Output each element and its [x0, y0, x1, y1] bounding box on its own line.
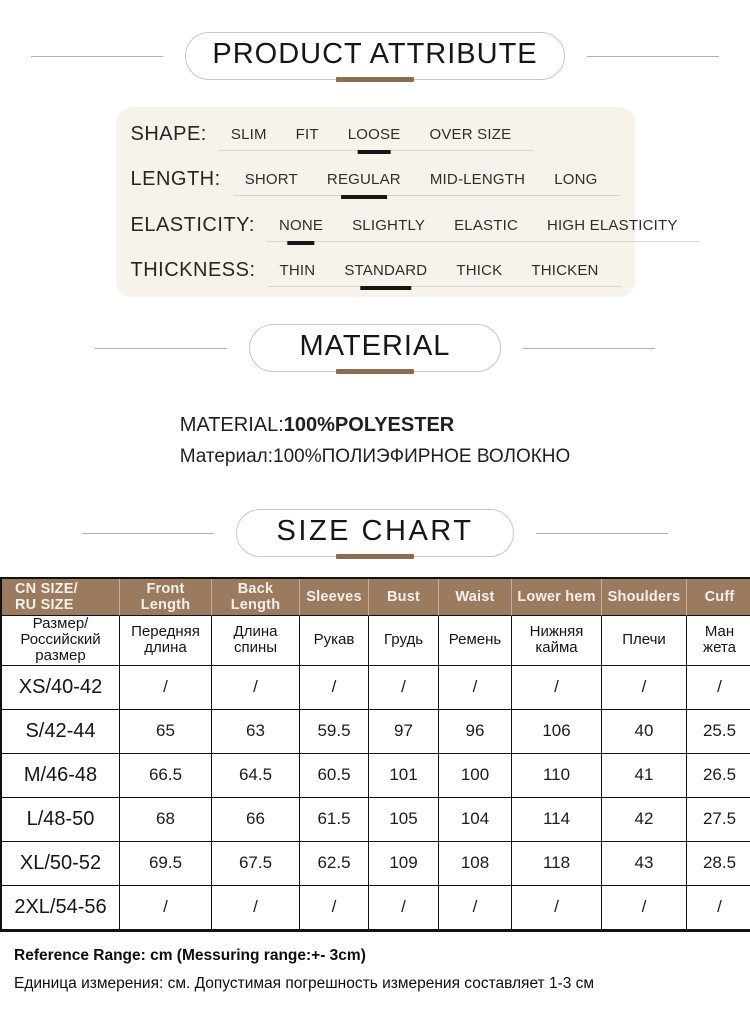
table-cell: 68 [120, 798, 212, 842]
attribute-panel [116, 107, 678, 297]
table-cell: / [512, 666, 602, 710]
table-row-2xl [2, 886, 750, 930]
elasticity-option: ELASTIC [454, 216, 519, 234]
table-cell: 61.5 [300, 798, 369, 842]
col-header-size-ru-line3: размер [35, 647, 86, 665]
length-option: MID-LENGTH [429, 171, 526, 189]
table-cell: 66.5 [120, 754, 212, 798]
table-cell: 69.5 [120, 842, 212, 886]
elasticity-option: HIGH ELASTICITY [547, 216, 678, 234]
col-header-cuff-ru: Ман жета [687, 616, 750, 666]
table-cell: 105 [369, 798, 439, 842]
size-table [0, 577, 750, 932]
size-label: 2XL/54-56 [2, 886, 120, 930]
table-row-s [2, 710, 750, 754]
shape-option: OVER SIZE [429, 126, 512, 143]
col-header-back-length-ru: Длина спины [212, 616, 300, 666]
elasticity-options [267, 217, 700, 242]
material-en-label: MATERIAL: [179, 414, 284, 436]
table-cell: / [602, 886, 687, 930]
header-side-line [95, 348, 227, 349]
elasticity-option: SLIGHTLY [352, 216, 426, 234]
shape-option: SLIM [230, 126, 267, 143]
table-cell: 62.5 [300, 842, 369, 886]
shape-label: SHAPE: [130, 123, 207, 145]
attribute-row-length [131, 168, 635, 196]
shape-option: FIT [295, 126, 319, 143]
table-cell: 114 [512, 798, 602, 842]
length-option: LONG [554, 171, 598, 189]
col-header-size-ru-line1: Размер/ [32, 616, 89, 632]
table-cell: / [369, 886, 439, 930]
size-table-section [0, 577, 750, 932]
thickness-options [268, 262, 621, 287]
table-cell: / [300, 666, 369, 710]
col-header-size [2, 579, 120, 616]
table-cell: / [439, 666, 512, 710]
table-cell: 106 [512, 710, 602, 754]
table-cell: 67.5 [212, 842, 300, 886]
table-cell: 104 [439, 798, 512, 842]
material-pill [249, 324, 502, 372]
table-cell: / [512, 886, 602, 930]
product-attribute-header [0, 32, 750, 80]
table-cell: 60.5 [300, 754, 369, 798]
table-cell: / [687, 666, 750, 710]
table-cell: / [439, 886, 512, 930]
size-chart-title: SIZE CHART [276, 515, 474, 547]
size-label: M/46-48 [2, 754, 120, 798]
length-option: SHORT [244, 171, 298, 189]
header-side-line [31, 56, 163, 57]
col-header-shoulders-ru: Плечи [602, 616, 687, 666]
size-chart-pill [236, 509, 515, 557]
header-side-line [82, 533, 214, 534]
table-cell: / [120, 666, 212, 710]
material-line-ru: Материал:100%ПОЛИЭФИРНОЕ ВОЛОКНО [179, 446, 571, 467]
attribute-row-shape [131, 123, 635, 151]
col-header-back-length: Back Length [212, 579, 300, 616]
col-header-size-ru [2, 616, 120, 666]
size-chart-header [0, 509, 750, 557]
thickness-option: THIN [279, 261, 316, 279]
col-header-lower-hem: Lower hem [512, 579, 602, 616]
table-cell: / [687, 886, 750, 930]
table-row-l [2, 798, 750, 842]
col-header-front-length-ru: Передняя длина [120, 616, 212, 666]
header-accent-bar [336, 554, 414, 559]
col-header-waist: Waist [439, 579, 512, 616]
table-cell: 41 [602, 754, 687, 798]
col-header-size-line1: CN SIZE/ [15, 580, 78, 597]
material-line-en [180, 414, 571, 437]
shape-options [219, 126, 533, 151]
col-header-shoulders: Shoulders [602, 579, 687, 616]
reference-range-note-ru: Единица измерения: см. Допустимая погрешность измерения составляет 1-3 см [14, 974, 595, 992]
table-cell: 108 [439, 842, 512, 886]
reference-range-note-en: Reference Range: cm (Messuring range:+- 3cm) [14, 946, 366, 964]
length-options [233, 171, 620, 196]
size-label: XS/40-42 [2, 666, 120, 710]
table-cell: 97 [369, 710, 439, 754]
header-side-line [523, 348, 655, 349]
table-cell: 65 [120, 710, 212, 754]
table-cell: / [300, 886, 369, 930]
thickness-label: THICKNESS: [130, 258, 256, 281]
material-en-value: 100%POLYESTER [283, 414, 455, 436]
table-cell: / [120, 886, 212, 930]
length-option-selected: REGULAR [326, 171, 401, 189]
header-accent-bar [336, 369, 414, 374]
col-header-waist-ru: Ремень [439, 616, 512, 666]
col-header-sleeves: Sleeves [300, 579, 369, 616]
table-cell: 110 [512, 754, 602, 798]
attribute-row-thickness [131, 259, 635, 287]
col-header-cuff: Cuff [687, 579, 750, 616]
col-header-sleeves-ru: Рукав [300, 616, 369, 666]
footer-notes [0, 932, 750, 993]
table-cell: 100 [439, 754, 512, 798]
table-cell: / [602, 666, 687, 710]
shape-option-selected: LOOSE [347, 126, 401, 143]
thickness-option: THICK [456, 261, 503, 279]
col-header-size-line2: RU SIZE [15, 597, 74, 613]
table-header-row-ru [2, 616, 750, 666]
table-cell: 43 [602, 842, 687, 886]
table-cell: 63 [212, 710, 300, 754]
attribute-row-elasticity [130, 213, 678, 242]
material-header [0, 324, 750, 372]
product-attribute-pill [185, 32, 564, 80]
table-cell: 25.5 [687, 710, 750, 754]
product-attribute-title: PRODUCT ATTRIBUTE [212, 38, 538, 70]
material-title: MATERIAL [299, 330, 451, 362]
material-composition [180, 414, 571, 468]
elasticity-option-selected: NONE [278, 216, 324, 234]
elasticity-label: ELASTICITY: [130, 213, 255, 236]
table-cell: 109 [369, 842, 439, 886]
size-label: S/42-44 [2, 710, 120, 754]
col-header-size-ru-line2: Российский [20, 631, 101, 649]
table-header-row-en [2, 579, 750, 616]
table-cell: 40 [602, 710, 687, 754]
length-label: LENGTH: [130, 168, 221, 191]
table-cell: 28.5 [687, 842, 750, 886]
table-row-m [2, 754, 750, 798]
col-header-bust: Bust [369, 579, 439, 616]
col-header-front-length: Front Length [120, 579, 212, 616]
thickness-option-selected: STANDARD [344, 261, 428, 279]
table-cell: / [212, 886, 300, 930]
table-cell: 26.5 [687, 754, 750, 798]
header-accent-bar [336, 77, 414, 82]
table-cell: / [369, 666, 439, 710]
table-cell: 27.5 [687, 798, 750, 842]
header-side-line [587, 56, 719, 57]
table-row-xl [2, 842, 750, 886]
table-row-xs [2, 666, 750, 710]
table-cell: / [212, 666, 300, 710]
table-cell: 66 [212, 798, 300, 842]
size-label: XL/50-52 [2, 842, 120, 886]
table-cell: 64.5 [212, 754, 300, 798]
col-header-bust-ru: Грудь [369, 616, 439, 666]
header-side-line [536, 533, 668, 534]
size-label: L/48-50 [2, 798, 120, 842]
table-cell: 101 [369, 754, 439, 798]
col-header-lower-hem-ru: Нижняя кайма [512, 616, 602, 666]
thickness-option: THICKEN [531, 261, 599, 279]
table-cell: 59.5 [300, 710, 369, 754]
table-cell: 42 [602, 798, 687, 842]
table-cell: 118 [512, 842, 602, 886]
table-cell: 96 [439, 710, 512, 754]
